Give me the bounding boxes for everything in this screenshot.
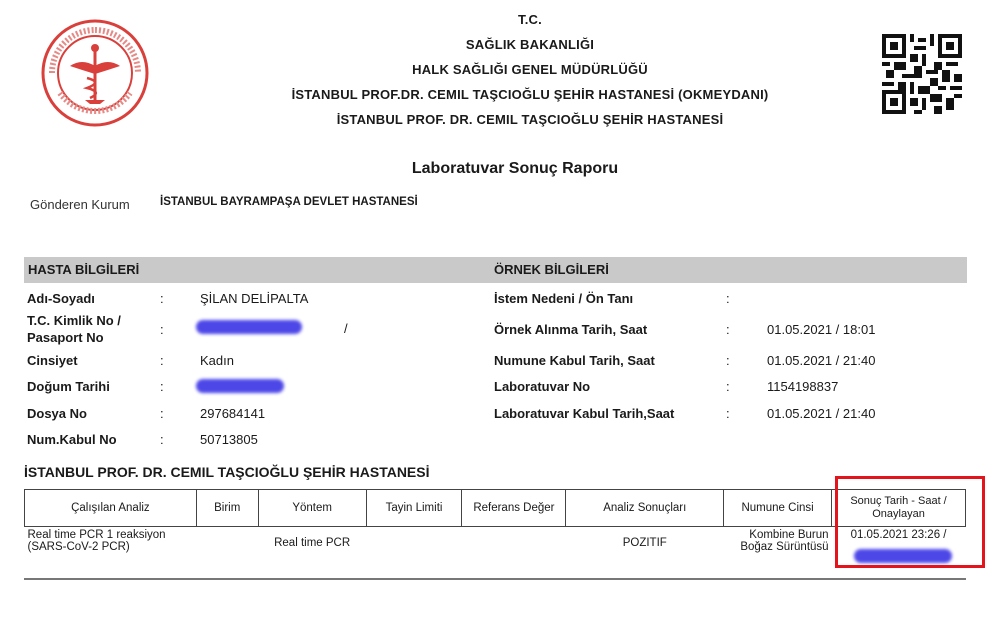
col-header-unit: Birim bbox=[196, 490, 258, 527]
col-header-method: Yöntem bbox=[258, 490, 366, 527]
patient-name-value: ŞİLAN DELİPALTA bbox=[200, 291, 309, 306]
col-header-reference: Referans Değer bbox=[462, 490, 566, 527]
sample-reason-label: İstem Nedeni / Ön Tanı bbox=[494, 291, 634, 306]
header-line-ministry: SAĞLIK BAKANLIĞI bbox=[465, 37, 595, 52]
sample-section-title: ÖRNEK BİLGİLERİ bbox=[494, 262, 609, 277]
colon: : bbox=[160, 322, 164, 337]
redacted-birth-date bbox=[196, 379, 284, 393]
col-header-analysis: Çalışılan Analiz bbox=[25, 490, 197, 527]
patient-accept-value: 50713805 bbox=[200, 432, 258, 447]
colon: : bbox=[726, 322, 730, 337]
colon: : bbox=[160, 432, 164, 447]
header-line-tc: T.C. bbox=[518, 12, 542, 27]
colon: : bbox=[160, 291, 164, 306]
section-header-band bbox=[24, 257, 967, 283]
patient-gender-label: Cinsiyet bbox=[27, 353, 78, 368]
sample-type-line1: Kombine Burun bbox=[749, 529, 829, 541]
table-header-row bbox=[25, 490, 966, 527]
colon: : bbox=[726, 406, 730, 421]
patient-name-label: Adı-Soyadı bbox=[27, 291, 95, 306]
patient-id-label-1: T.C. Kimlik No / bbox=[27, 313, 121, 328]
table-section-title: İSTANBUL PROF. DR. CEMIL TAŞCIOĞLU ŞEHİR HASTANESİ bbox=[24, 464, 430, 480]
table-row bbox=[25, 527, 966, 580]
sample-accepted-label: Numune Kabul Tarih, Saat bbox=[494, 353, 655, 368]
unit-cell bbox=[196, 527, 258, 580]
sender-label: Gönderen Kurum bbox=[30, 197, 130, 212]
patient-birth-label: Doğum Tarihi bbox=[27, 379, 110, 394]
patient-accept-label: Num.Kabul No bbox=[27, 432, 117, 447]
col-header-result: Analiz Sonuçları bbox=[566, 490, 724, 527]
analysis-name-line1: Real time PCR 1 reaksiyon bbox=[27, 529, 166, 541]
colon: : bbox=[726, 379, 730, 394]
sample-accepted-value: 01.05.2021 / 21:40 bbox=[767, 353, 876, 368]
bottom-divider bbox=[24, 578, 966, 580]
method-cell: Real time PCR bbox=[274, 537, 351, 549]
results-table bbox=[24, 489, 966, 579]
result-date-value: 01.05.2021 23:26 / bbox=[850, 529, 947, 541]
colon: : bbox=[160, 353, 164, 368]
col-header-result-date: Sonuç Tarih - Saat / Onaylayan bbox=[832, 490, 966, 527]
sample-type-line2: Boğaz Sürüntüsü bbox=[740, 541, 829, 553]
lab-number-label: Laboratuvar No bbox=[494, 379, 591, 394]
header-line-hospital: İSTANBUL PROF. DR. CEMIL TAŞCIOĞLU ŞEHİR HASTANESİ bbox=[336, 112, 724, 127]
lab-accept-value: 01.05.2021 / 21:40 bbox=[767, 406, 876, 421]
patient-id-separator: / bbox=[344, 321, 348, 336]
patient-section-title: HASTA BİLGİLERİ bbox=[28, 262, 140, 277]
sample-taken-value: 01.05.2021 / 18:01 bbox=[767, 322, 876, 337]
patient-file-value: 297684141 bbox=[200, 406, 266, 421]
sender-value: İSTANBUL BAYRAMPAŞA DEVLET HASTANESİ bbox=[160, 196, 418, 208]
highlight-box bbox=[835, 476, 985, 568]
ministry-seal-icon bbox=[40, 18, 150, 128]
header-line-directorate: HALK SAĞLIĞI GENEL MÜDÜRLÜĞÜ bbox=[412, 62, 648, 77]
reference-cell bbox=[462, 527, 566, 580]
analysis-name-line2: (SARS-CoV-2 PCR) bbox=[27, 541, 130, 553]
header-line-hospital-full: İSTANBUL PROF.DR. CEMIL TAŞCIOĞLU ŞEHİR HASTANESİ (OKMEYDANI) bbox=[291, 87, 769, 102]
colon: : bbox=[160, 379, 164, 394]
result-cell: POZITIF bbox=[622, 537, 667, 549]
col-header-sample-type: Numune Cinsi bbox=[724, 490, 832, 527]
colon: : bbox=[726, 353, 730, 368]
colon: : bbox=[726, 291, 730, 306]
colon: : bbox=[160, 406, 164, 421]
patient-id-label-2: Pasaport No bbox=[27, 330, 104, 345]
redacted-id bbox=[196, 320, 302, 334]
patient-file-label: Dosya No bbox=[27, 406, 87, 421]
lab-accept-label: Laboratuvar Kabul Tarih,Saat bbox=[494, 406, 675, 421]
qr-code-icon bbox=[882, 33, 962, 115]
lab-number-value: 1154198837 bbox=[767, 379, 839, 394]
patient-gender-value: Kadın bbox=[200, 353, 234, 368]
limit-cell bbox=[366, 527, 462, 580]
col-header-limit: Tayin Limiti bbox=[366, 490, 462, 527]
report-title: Laboratuvar Sonuç Raporu bbox=[411, 160, 619, 177]
sample-taken-label: Örnek Alınma Tarih, Saat bbox=[494, 322, 648, 337]
